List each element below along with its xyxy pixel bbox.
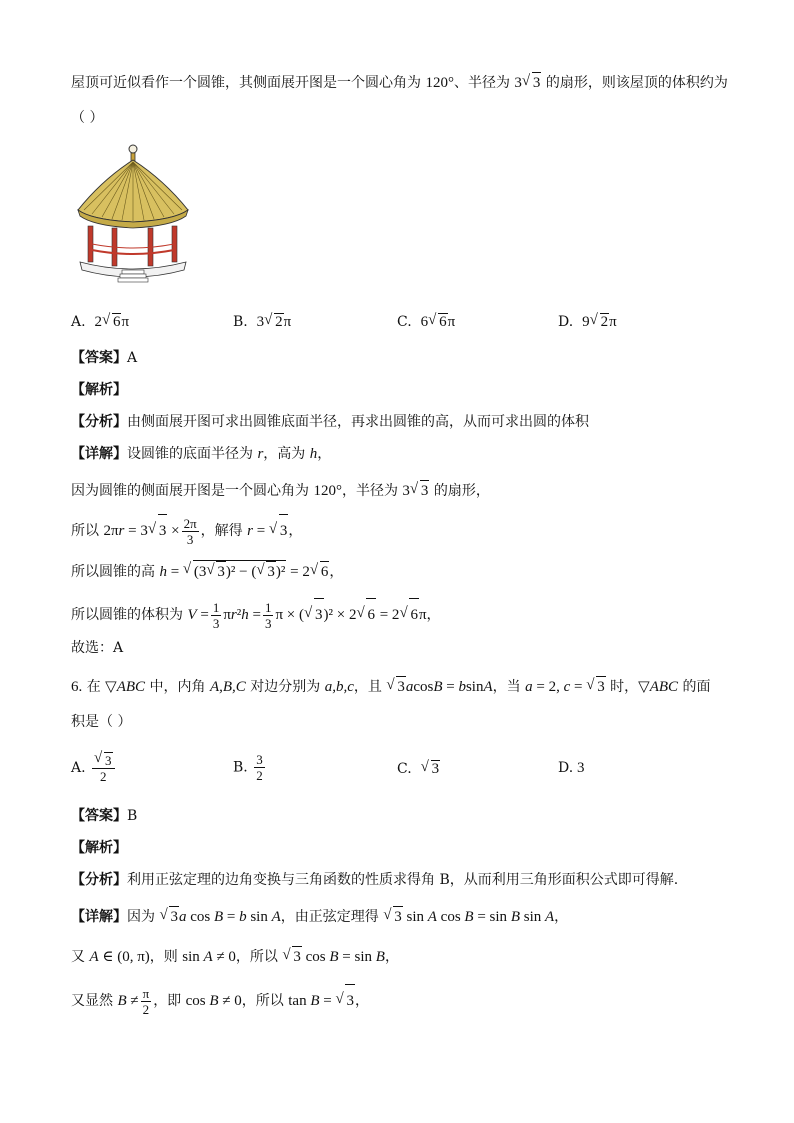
q5-option-b: B. 3√ 2π — [233, 313, 291, 331]
q6-detail-2: 又 A ∈ (0, π)，则 sin A ≠ 0，所以 √ 3 cos B = sin B， — [71, 946, 399, 967]
q6-option-a: A. √ $\frac{3}{2}$ — [71, 752, 117, 784]
q5-answer: 【答案】A — [71, 350, 138, 366]
q5-conclusion: 故选：A — [71, 640, 124, 656]
q6-detail-1: 【详解】因为 √ 3a cos B = b sin A，由正弦定理得 √ 3 sin A cos B = sin B sin A， — [71, 906, 568, 927]
q5-stem-line2: （ ） — [71, 110, 104, 126]
q6-option-c: C. √ 3 — [397, 760, 440, 778]
q5-detail-1: 【详解】设圆锥的底面半径为 r，高为 h， — [71, 446, 332, 462]
q6-detail-3: 又显然 B ≠ $\frac{\pi}{2}$ ，即 cos B ≠ 0，所以 tan B = √ 3， — [71, 984, 369, 1017]
q5-stem-line1: 屋顶可近似看作一个圆锥，其侧面展开图是一个圆心角为 120°、半径为 3√ 3 的扇形，则该屋顶的体积约为 — [71, 72, 728, 93]
q5-fenxi: 【分析】由侧面展开图可求出圆锥底面半径，再求出圆锥的高，从而可求出圆的体积 — [71, 414, 589, 430]
q5-analysis-tag: 【解析】 — [71, 382, 127, 398]
pavilion-image — [72, 140, 190, 290]
q6-option-d: D. 3 — [558, 760, 585, 776]
q5-detail-2: 因为圆锥的侧面展开图是一个圆心角为 120°，半径为 3√ 3 的扇形， — [71, 480, 490, 501]
q6-analysis-tag: 【解析】 — [71, 840, 127, 856]
q6-fenxi: 【分析】利用正弦定理的边角变换与三角函数的性质求得角 B，从而利用三角形面积公式即可得解. — [71, 872, 679, 888]
q6-answer: 【答案】B — [71, 808, 138, 824]
q5-option-c: C. 6√ 6π — [397, 313, 455, 331]
q5-detail-4: 所以圆锥的高 h = √ (3√ 3)² − (√ 3)² = 2√ 6， — [71, 560, 343, 582]
q6-stem-line2: 积是（ ） — [71, 714, 132, 730]
q5-option-a: A. 2√ 6π — [71, 313, 129, 331]
q5-detail-5: 所以圆锥的体积为 V = $\frac{1}{3}$ πr²h = $\frac{1}{3}$ π × (√ 3)² × 2√ 6 = 2√ 6π， — [71, 598, 441, 631]
q6-option-b: B. $\frac{3}{2}$ — [233, 752, 263, 783]
q6-stem-line1: 6. 在 ▽ABC 中，内角 A,B,C 对边分别为 a,b,c，且 √ 3acosB = bsinA，当 a = 2, c = √ 3 时，▽ABC 的面 — [71, 676, 711, 697]
q5-detail-3: 所以 2πr = 3√ 3 × $\frac{2\pi}{3}$ ，解得 r = √ 3， — [71, 514, 302, 547]
q5-option-d: D. 9√ 2π — [558, 313, 617, 331]
